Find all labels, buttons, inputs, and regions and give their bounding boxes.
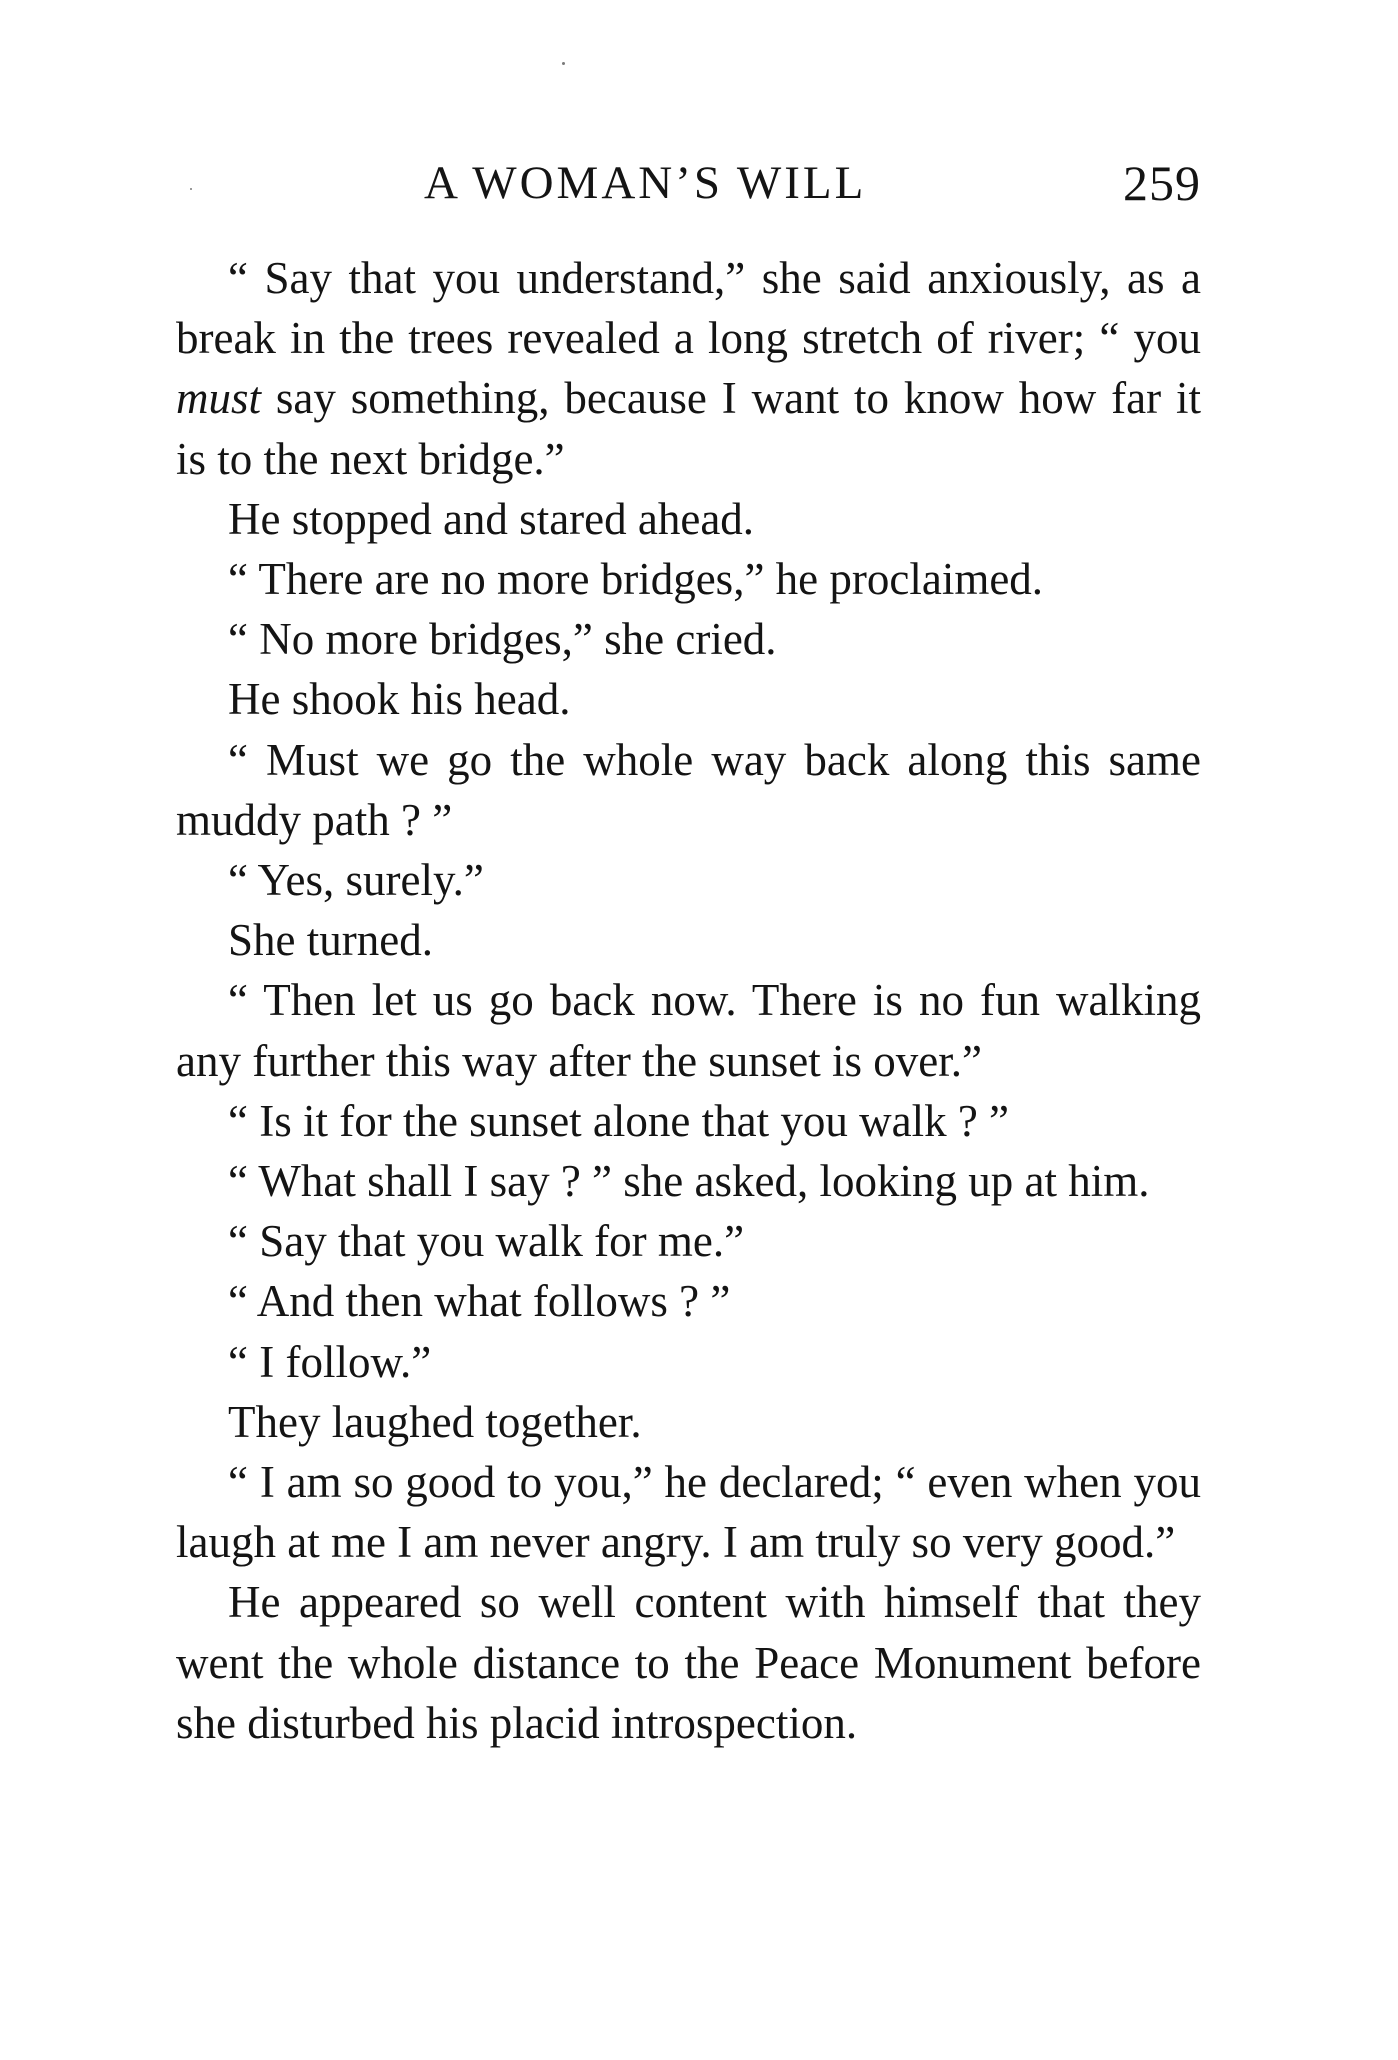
- paragraph: “ I am so good to you,” he declared; “ even when you laugh at me I am never angry. I am truly so very good.”: [176, 1457, 1201, 1568]
- paragraph: She turned.: [228, 915, 433, 966]
- paper-speck: [562, 62, 565, 65]
- running-title: A WOMAN’S WILL: [424, 157, 867, 209]
- paragraph: “ No more bridges,” she cried.: [228, 614, 777, 665]
- page-header: [176, 148, 1201, 218]
- paragraph: “ Then let us go back now. There is no fun walking any further this way after the sunset is over.”: [176, 975, 1201, 1086]
- body-text: [176, 248, 1201, 1753]
- emphasis: must: [176, 373, 262, 424]
- paragraph: He shook his head.: [228, 674, 571, 725]
- paragraph: They laughed together.: [228, 1396, 642, 1447]
- paragraph: “ And then what follows ? ”: [228, 1276, 731, 1327]
- paragraph: “ Say that you understand,” she said anxiously, as a break in the trees revealed a long stretch of river; “ you must say something, because I want to know how far it is to the next bridge.”: [176, 253, 1201, 484]
- paragraph: “ Must we go the whole way back along this same muddy path ? ”: [176, 734, 1201, 845]
- paragraph: “ I follow.”: [228, 1336, 432, 1387]
- paragraph: “ What shall I say ? ” she asked, looking up at him.: [228, 1156, 1150, 1207]
- paragraph: He appeared so well content with himself that they went the whole distance to the Peace Monument before she disturbed his placid introspection.: [176, 1577, 1201, 1748]
- paragraph: “ There are no more bridges,” he proclaimed.: [228, 554, 1044, 605]
- paragraph: “ Say that you walk for me.”: [228, 1216, 745, 1267]
- page-number: 259: [1123, 155, 1201, 211]
- paragraph: He stopped and stared ahead.: [228, 493, 755, 544]
- paragraph: “ Yes, surely.”: [228, 855, 484, 906]
- paragraph: “ Is it for the sunset alone that you walk ? ”: [228, 1095, 1010, 1146]
